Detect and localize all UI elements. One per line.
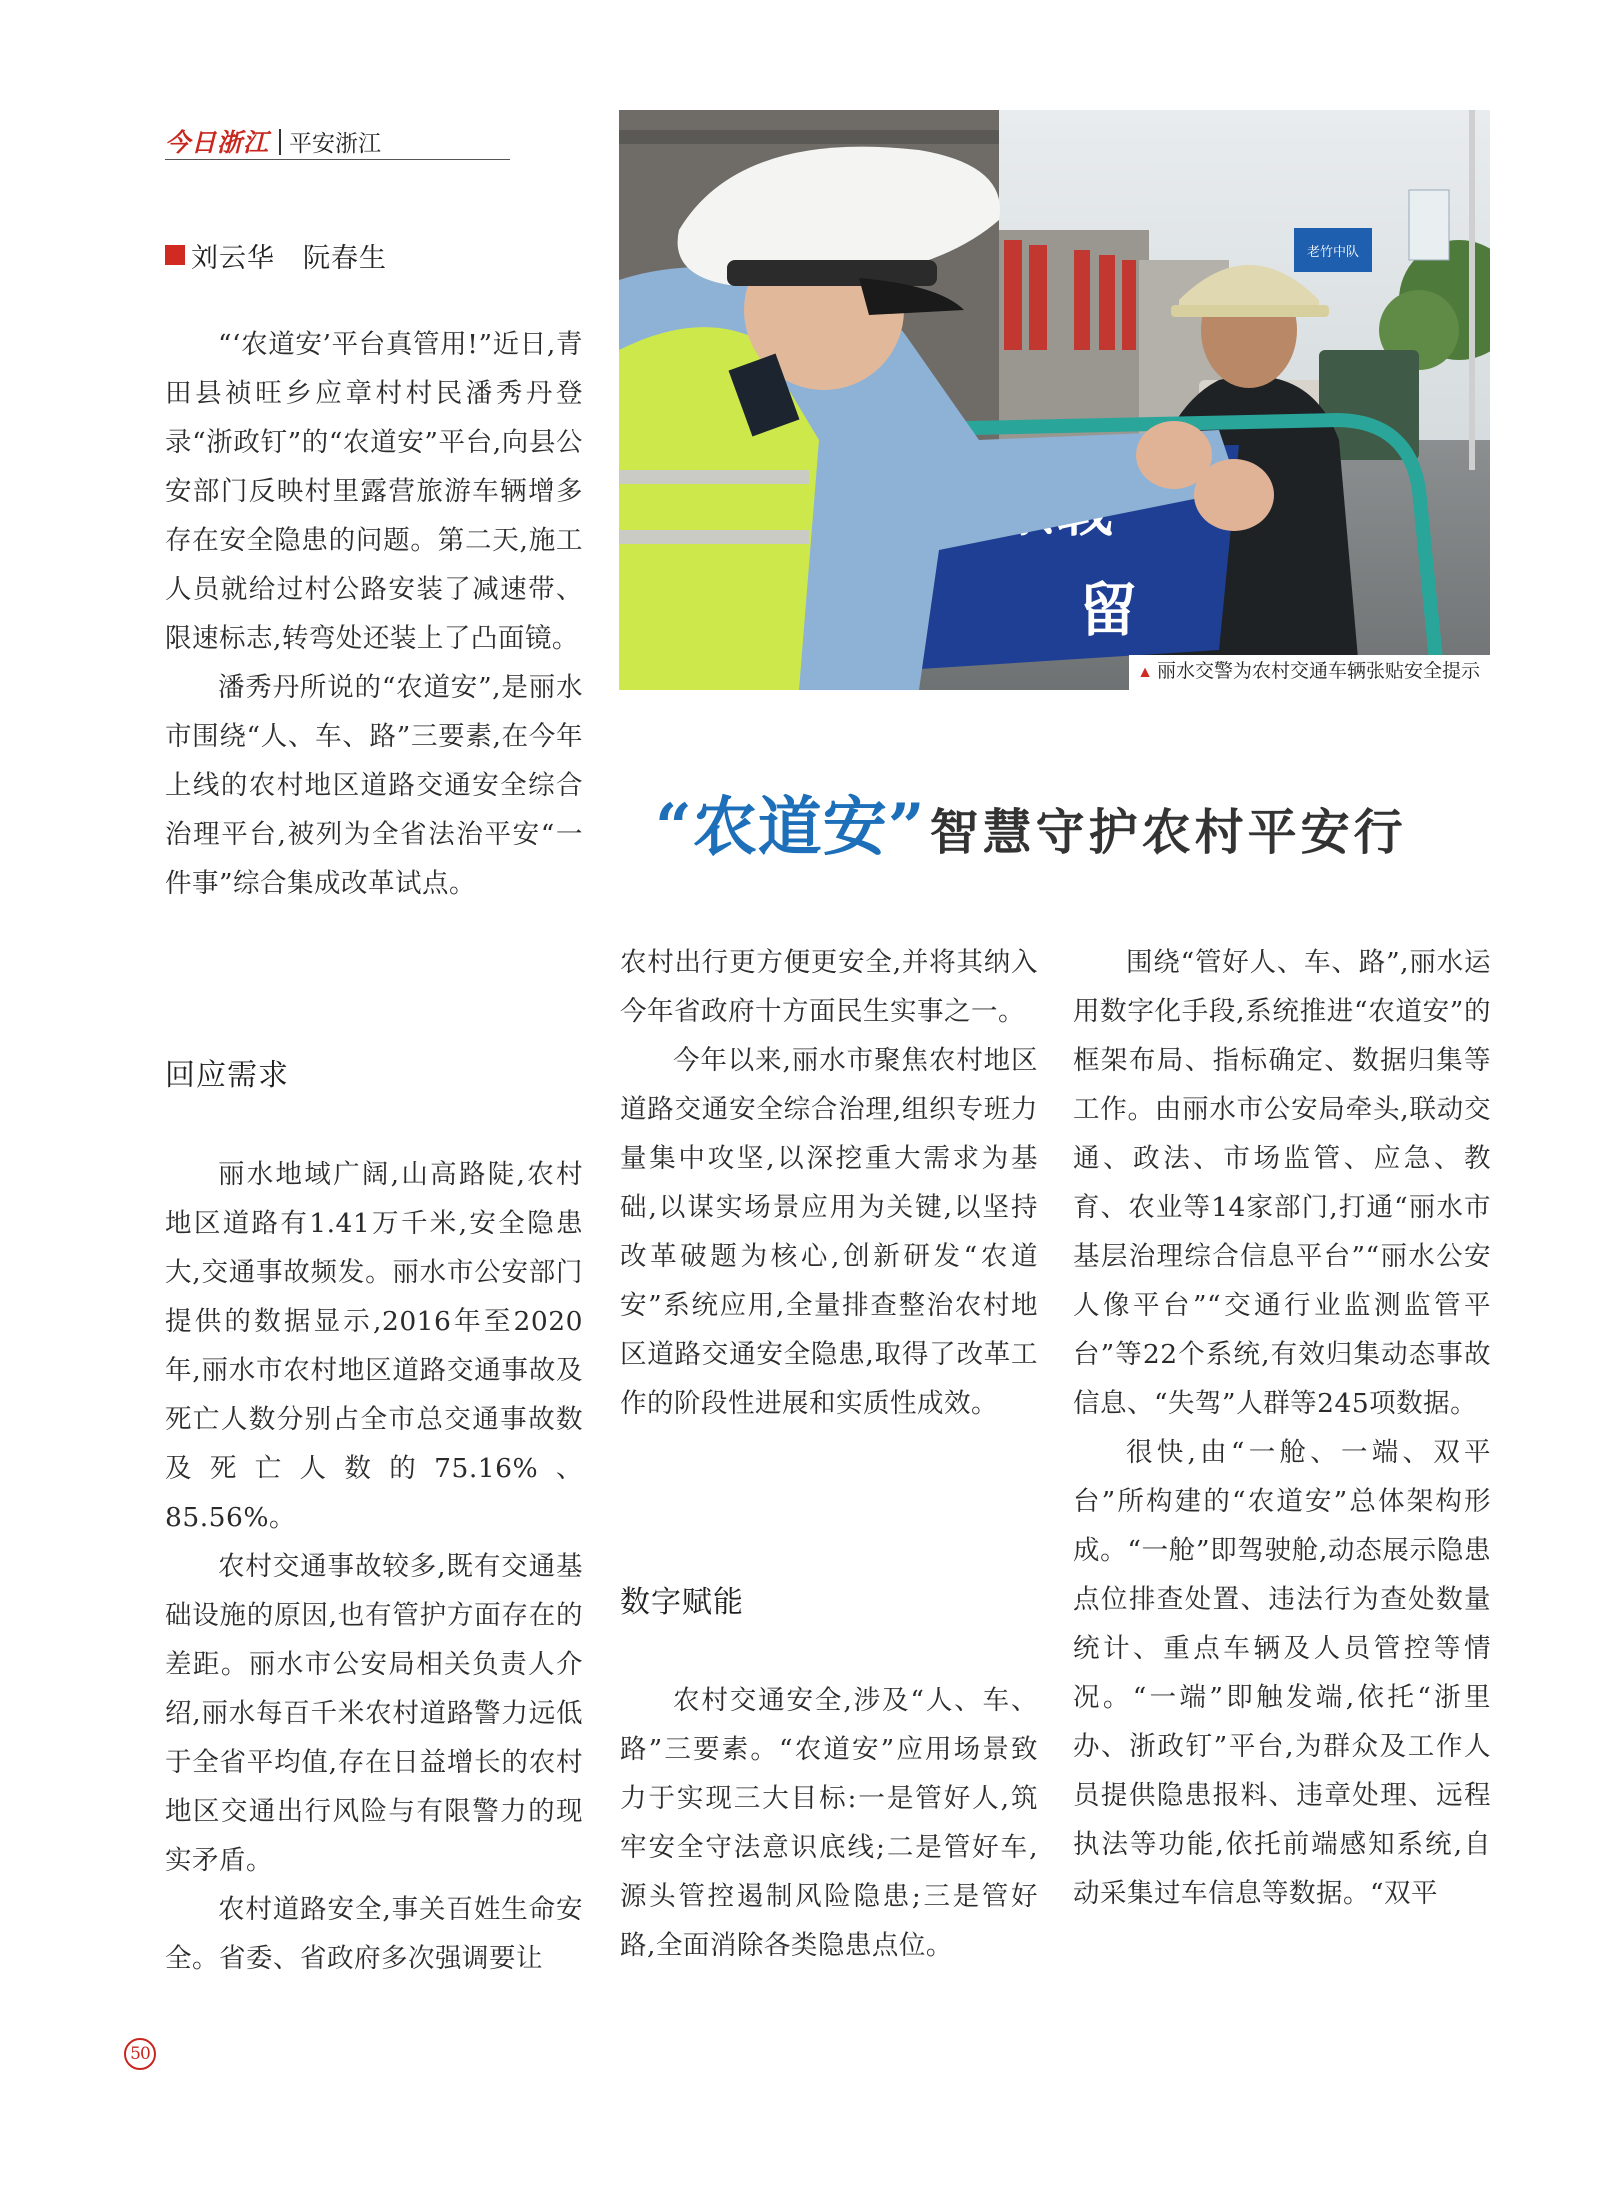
column-2-bottom <box>620 1676 1038 1970</box>
paragraph: 潘秀丹所说的“农道安”,是丽水市围绕“人、车、路”三要素,在今年上线的农村地区道路交通安全综合治理平台,被列为全省法治平安“一件事”综合集成改革试点。 <box>165 672 583 899</box>
headline-text: 智慧守护农村平安行 <box>929 803 1407 861</box>
subheading: 数字赋能 <box>620 1586 744 1619</box>
column-2-top <box>620 938 1038 1428</box>
paragraph: 今年以来,丽水市聚焦农村地区道路交通安全综合治理,组织专班力量集中攻坚,以深挖重大需求为基础,以谋实场景应用为关键,以坚持改革破题为核心,创新研发“农道安”系统应用,全量排查整治农村地区道路交通安全隐患,取得了改革工作的阶段性进展和实质性成效。 <box>620 1045 1038 1419</box>
paragraph: 农村出行更方便更安全,并将其纳入今年省政府十方面民生实事之一。 <box>620 947 1038 1027</box>
paragraph: 很快,由“一舱、一端、双平台”所构建的“农道安”总体架构形成。“一舱”即驾驶舱,动态展示隐患点位排查处置、违法行为查处数量统计、重点车辆及人员管控等情况。“一端”即触发端,依托“浙里办、浙政钉”平台,为群众及工作人员提供隐患报料、违章处理、远程执法等功能,依托前端感知系统,自动采集过车信息等数据。“双平 <box>1073 1437 1491 1909</box>
paragraph: 丽水地域广阔,山高路陡,农村地区道路有1.41万千米,安全隐患大,交通事故频发。丽水市公安部门提供的数据显示,2016年至2020年,丽水市农村地区道路交通事故及死亡人数分别占全市总交通事故数及死亡人数的75.16%、85.56%。 <box>165 1159 583 1533</box>
subheading: 回应需求 <box>165 1059 289 1092</box>
author-names: 刘云华 阮春生 <box>191 242 387 273</box>
paragraph: “‘农道安’平台真管用!”近日,青田县祯旺乡应章村村民潘秀丹登录“浙政钉”的“农道安”平台,向县公安部门反映村里露营旅游车辆增多存在安全隐患的问题。第二天,施工人员就给过村公路安装了减速带、限速标志,转弯处还装上了凸面镜。 <box>165 329 583 654</box>
section-heading-2 <box>620 1583 1038 1623</box>
paragraph: 农村道路安全,事关百姓生命安全。省委、省政府多次强调要让 <box>165 1894 583 1974</box>
photo-caption <box>1129 655 1490 690</box>
paragraph: 农村交通事故较多,既有交通基础设施的原因,也有管护方面存在的差距。丽水市公安局相关负责人介绍,丽水每百千米农村道路警力远低于全省平均值,存在日益增长的农村地区交通出行风险与有限警力的现实矛盾。 <box>165 1551 583 1876</box>
article-photo <box>619 110 1490 690</box>
section-title: 平安浙江 <box>289 130 382 156</box>
section-heading-1 <box>165 1056 583 1096</box>
caption-text: 丽水交警为农村交通车辆张贴安全提示 <box>1156 661 1480 682</box>
page-number: 50 <box>124 2038 156 2070</box>
column-1-bottom <box>165 1150 583 1983</box>
masthead <box>165 122 510 160</box>
article-headline <box>655 780 1495 865</box>
street-sign-text: 老竹中队 <box>1306 244 1360 259</box>
column-1-top <box>165 320 583 908</box>
caption-triangle-icon: ▲ <box>1137 664 1153 681</box>
byline <box>165 238 387 272</box>
magazine-logo: 今日浙江 <box>165 128 270 157</box>
headline-highlight: “农道安” <box>655 790 926 865</box>
photo-illustration <box>619 110 1490 690</box>
paragraph: 农村交通安全,涉及“人、车、路”三要素。“农道安”应用场景致力于实现三大目标:一是管好人,筑牢安全守法意识底线;二是管好车,源头管控遏制风险隐患;三是管好路,全面消除各类隐患点位。 <box>620 1685 1038 1961</box>
byline-square-icon <box>165 245 185 265</box>
banner-text-2: 留 <box>1079 576 1138 644</box>
paragraph: 围绕“管好人、车、路”,丽水运用数字化手段,系统推进“农道安”的框架布局、指标确定、数据归集等工作。由丽水市公安局牵头,联动交通、政法、市场监管、应急、教育、农业等14家部门,打通“丽水市基层治理综合信息平台”“丽水公安人像平台”“交通行业监测监管平台”等22个系统,有效归集动态事故信息、“失驾”人群等245项数据。 <box>1073 947 1491 1419</box>
column-3 <box>1073 938 1491 1918</box>
masthead-divider <box>279 129 281 155</box>
